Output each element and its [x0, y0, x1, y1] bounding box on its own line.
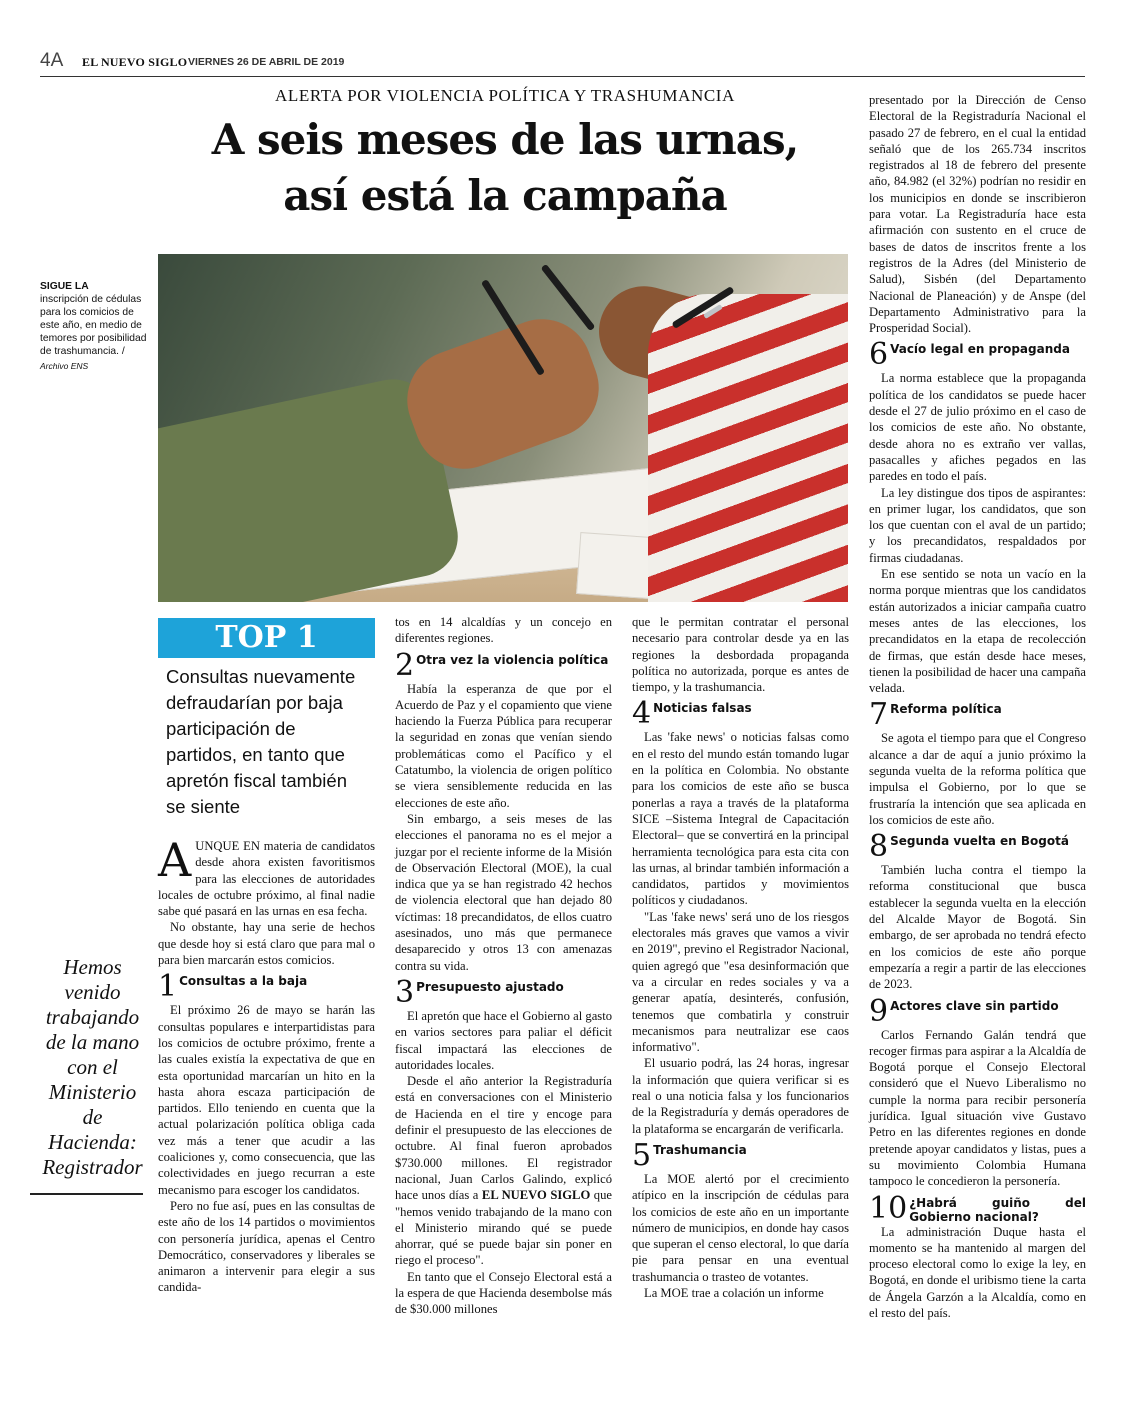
caption-text: inscripción de cédulas para los comicios de este año, en medio de temores por posibilidad de trashumancia. /: [40, 294, 147, 357]
section-number: 3: [395, 974, 415, 1010]
paragraph: El próximo 26 de mayo se harán las consultas populares e interpartidistas para los comicios de octubre próximo, frente a las cuales existía la expectativa de que en esta oportunidad marcarían un hito en la hasta ahora escaza participación de partidos. Ello teniendo en cuenta que la actual polarización política obliga cada vez más a tener que acudir a las coaliciones y, como consecuencia, que las colectividades en juego recurran a este mecanismo para escoger los candidatos.: [158, 1003, 375, 1197]
article-photo: [158, 254, 848, 602]
paragraph: También lucha contra el tiempo la reforma constitucional que busca establecer la segunda vuelta en la elección del Alcalde Mayor de Bogotá. Sin embargo, de ser aprobada no tendrá efecto en los comicios de este año porque empezaría a regir a partir de las elecciones de 2023.: [869, 863, 1086, 992]
section-title: Reforma política: [890, 702, 1002, 717]
section-number: 6: [869, 337, 889, 373]
headline-line-1: A seis meses de las urnas,: [211, 115, 799, 164]
section-number: 7: [869, 697, 889, 733]
section-5-heading: [632, 1137, 849, 1173]
paragraph: La MOE alertó por el crecimiento atípico en la inscripción de cédulas para los comicios de este año en un importante número de municipios, en donde hay casos que superan el censo electoral, lo que daría pie para pensar en una eventual trashumancia o trasteo de votantes.: [632, 1171, 849, 1284]
column-1: [158, 833, 375, 1296]
dateline: VIERNES 26 DE ABRIL DE 2019: [188, 56, 345, 68]
paragraph: Carlos Fernando Galán tendrá que recoger firmas para aspirar a la Alcaldía de Bogotá porque el Consejo Electoral consideró que el Nuevo Liberalismo no cumple la norma para recibir personería jurídica. Igual situación vive Gustavo Petro en las diferentes regiones en donde pretende apoyar candidatos y listas, pues a su movimiento Colombia Humana tampoco le concedieron la personería.: [869, 1027, 1086, 1189]
masthead: EL NUEVO SIGLO: [82, 55, 188, 69]
caption-lead: SIGUE LA: [40, 281, 89, 292]
section-title: Actores clave sin partido: [890, 998, 1059, 1013]
paragraph: Había la esperanza de que por el Acuerdo de Paz y el copamiento que viene haciendo la Fuerza Pública para recuperar la seguridad en zonas que venían siendo problemáticas como el Pacífico y el Catatumbo, la violencia de origen político se viera sensiblemente reducida en las elecciones de este año.: [395, 681, 612, 810]
paragraph: La MOE trae a colación un informe: [644, 1285, 824, 1300]
kicker: ALERTA POR VIOLENCIA POLÍTICA Y TRASHUMANCIA: [275, 86, 735, 105]
top-banner: TOP 1: [158, 618, 375, 658]
pull-quote-rule: [30, 1193, 143, 1195]
drop-cap: A: [158, 833, 192, 887]
section-title: ¿Habrá guiño del Gobierno nacional?: [909, 1195, 1086, 1224]
section-number: 4: [632, 696, 652, 732]
column-2: [395, 614, 612, 1318]
paragraph: El usuario podrá, las 24 horas, ingresar la información que quiera verificar si es real o una noticia falsa y los funcionarios de la Registraduría y demás operadores de la plataforma se encargarán de verificarla.: [632, 1056, 849, 1136]
column-4: [869, 92, 1086, 1321]
paragraph: "Las 'fake news' será uno de los riesgos electorales más graves que vamos a vivir en 2019", previno el Registrador Nacional, quien agregó que "esa desinformación que va a circular en redes sociales y va a generar apatía, desinterés, confusión, tenemos que combatirla y construir mecanismos para neutralizar ese caos informativo".: [632, 909, 849, 1055]
section-number: 5: [632, 1137, 652, 1173]
section-3-heading: [395, 974, 612, 1010]
paragraph: presentado por la Dirección de Censo Electoral de la Registraduría Nacional el pasado 27 de febrero, en el cual la entidad señaló que de los 265.734 inscritos registrados al 18 de febrero del presente año, 84.982 (el 32%) podrían no residir en los municipios en donde se inscribieron para votar. La Registraduría hace esta afirmación con sustento en el cruce de bases de datos de inscritos frente a los registros de la Adres (del Ministerio de Salud), Sisbén (del Departamento Nacional de Planeación) y de Anspe (del Departamento Administrativo para la Prosperidad Social).: [869, 93, 1086, 336]
section-title: Trashumancia: [653, 1142, 747, 1157]
section-title: Presupuesto ajustado: [416, 979, 564, 994]
photo-striped-shirt: [648, 294, 848, 602]
paragraph: Sin embargo, a seis meses de las elecciones el panorama no es el mejor a juzgar por el reciente informe de la Misión de Observación Electoral (MOE), la cual indica que ya se han registrado 42 hechos de violencia electoral que han dejado 80 víctimas: 18 precandidatos, de ellos cuatro asesinados, uno más que permanece desaparecido y otros 13 con amenazas contra su vida.: [395, 811, 612, 973]
section-number: 8: [869, 829, 889, 865]
paragraph: No obstante, hay una serie de hechos que desde hoy si está claro que para mal o para bien marcarán estos comicios.: [158, 920, 375, 968]
section-10-heading: [869, 1190, 1086, 1226]
photo-caption: [40, 280, 150, 373]
paragraph: Pero no fue así, pues en las consultas de este año de los 14 partidos o movimientos con personería jurídica, apenas el Centro Democrático, conservadores y liberales se animaron a intervenir para elegir a sus candida-: [158, 1198, 375, 1295]
section-title: Noticias falsas: [653, 701, 752, 716]
top-subtitle: Consultas nuevamente defraudarían por baja participación de partidos, en tanto que apretón fiscal también se siente: [166, 666, 356, 817]
page-number: 4A: [40, 50, 64, 71]
pull-quote: Hemos venido trabajando de la mano con el Ministerio de Hacienda: Registrador: [42, 955, 143, 1179]
paragraph-text: Desde el año anterior la Registraduría está en conversaciones con el Ministerio de Hacienda en el tire y encoge para definir el presupuesto de las elecciones de octubre. Al final fueron aprobados $730.000 millones. El registrador nacional, Juan Carlos Galindo, explicó hace unos días a: [395, 1074, 612, 1203]
newspaper-name: EL NUEVO SIGLO: [481, 1188, 591, 1203]
section-title: Otra vez la violencia política: [416, 652, 609, 667]
section-1-heading: [158, 969, 375, 1005]
intro-paragraph: [158, 833, 375, 919]
section-title: Consultas a la baja: [179, 974, 308, 989]
section-6-heading: [869, 337, 1086, 373]
section-number: 2: [395, 647, 415, 683]
section-number: 10: [869, 1190, 908, 1226]
paragraph: [395, 1073, 612, 1269]
paragraph: La ley distingue dos tipos de aspirantes: en primer lugar, los candidatos, que son los que cuentan con el aval de un partido; y los precandidatos, respaldados por firmas ciudadanas.: [869, 485, 1086, 565]
section-2-heading: [395, 647, 612, 683]
paragraph-text: que "hemos venido trabajando de la mano con el Ministerio mirando qué se puede ahorrar, qué se puede bajar sin poner en riego el proceso".: [395, 1188, 612, 1268]
paragraph: En ese sentido se nota un vacío en la norma porque mientras que los candidatos están autorizados a iniciar campaña cuatro meses antes de las elecciones, los precandidatos en la etapa de recolección de firmas, que están desde hace meses, tienen la posibilidad de hacer una campaña velada.: [869, 567, 1086, 696]
headline-line-2: así está la campaña: [283, 171, 727, 220]
paragraph: La administración Duque hasta el momento se ha mantenido al margen del proceso electoral como lo exige la ley, en Bogotá, en donde el uribismo tiene la carta de Ángela Garzón a la Alcaldía, como en el resto del país.: [869, 1224, 1086, 1320]
intro-text: UNQUE EN materia de candidatos desde ahora existen favoritismos para las elecciones de autoridades locales de octubre próximo, al final nadie sabe qué pasará en las urnas en esa fecha.: [158, 839, 375, 919]
section-8-heading: [869, 829, 1086, 865]
caption-credit: Archivo ENS: [40, 361, 89, 371]
paragraph: El apretón que hace el Gobierno al gasto en varios sectores para paliar el déficit fiscal impactará las elecciones de autoridades locales.: [395, 1008, 612, 1072]
section-9-heading: [869, 993, 1086, 1029]
section-number: 1: [158, 969, 178, 1005]
paragraph: Las 'fake news' o noticias falsas como en el resto del mundo están tomando lugar en la política en Colombia. No obstante para los comicios de este año se busca ponerlas a raya a través de la plataforma SICE –Sistema Integral de Capacitación Electoral– que se convertirá en la principal herramienta tecnológica para esta cita con las urnas, al brindar también información a candidatos, partidos y movimientos políticos y ciudadanos.: [632, 730, 849, 908]
section-title: Segunda vuelta en Bogotá: [890, 834, 1069, 849]
section-7-heading: [869, 697, 1086, 733]
paragraph: La norma establece que la propaganda política de los candidatos se puede hacer desde el 27 de julio próximo en el caso de los comicios de este año. No obstante, desde ahora no es extraño ver vallas, pasacalles y afiches pegados en las paredes en todo el país.: [869, 371, 1086, 484]
headline: [160, 112, 850, 224]
paragraph: que le permitan contratar el personal necesario para controlar desde ya en las regiones la desbordada propaganda política no autorizada, porque es antes de tiempo, y la trashumancia.: [632, 615, 849, 695]
paragraph: Se agota el tiempo para que el Congreso alcance a dar de aquí a junio próximo la segunda vuelta de la reforma política que impulsa el Gobierno, por lo que se frustraría la intención que sea aplicada en los comicios de este año.: [869, 731, 1086, 827]
page-header: [40, 50, 1085, 77]
paragraph: En tanto que el Consejo Electoral está a la espera de que Hacienda desembolse más de $30.000 millones: [395, 1269, 612, 1317]
section-number: 9: [869, 993, 889, 1029]
section-title: Vacío legal en propaganda: [890, 342, 1070, 357]
paragraph: tos en 14 alcaldías y un concejo en diferentes regiones.: [395, 615, 612, 646]
column-3: [632, 614, 849, 1301]
section-4-heading: [632, 696, 849, 732]
